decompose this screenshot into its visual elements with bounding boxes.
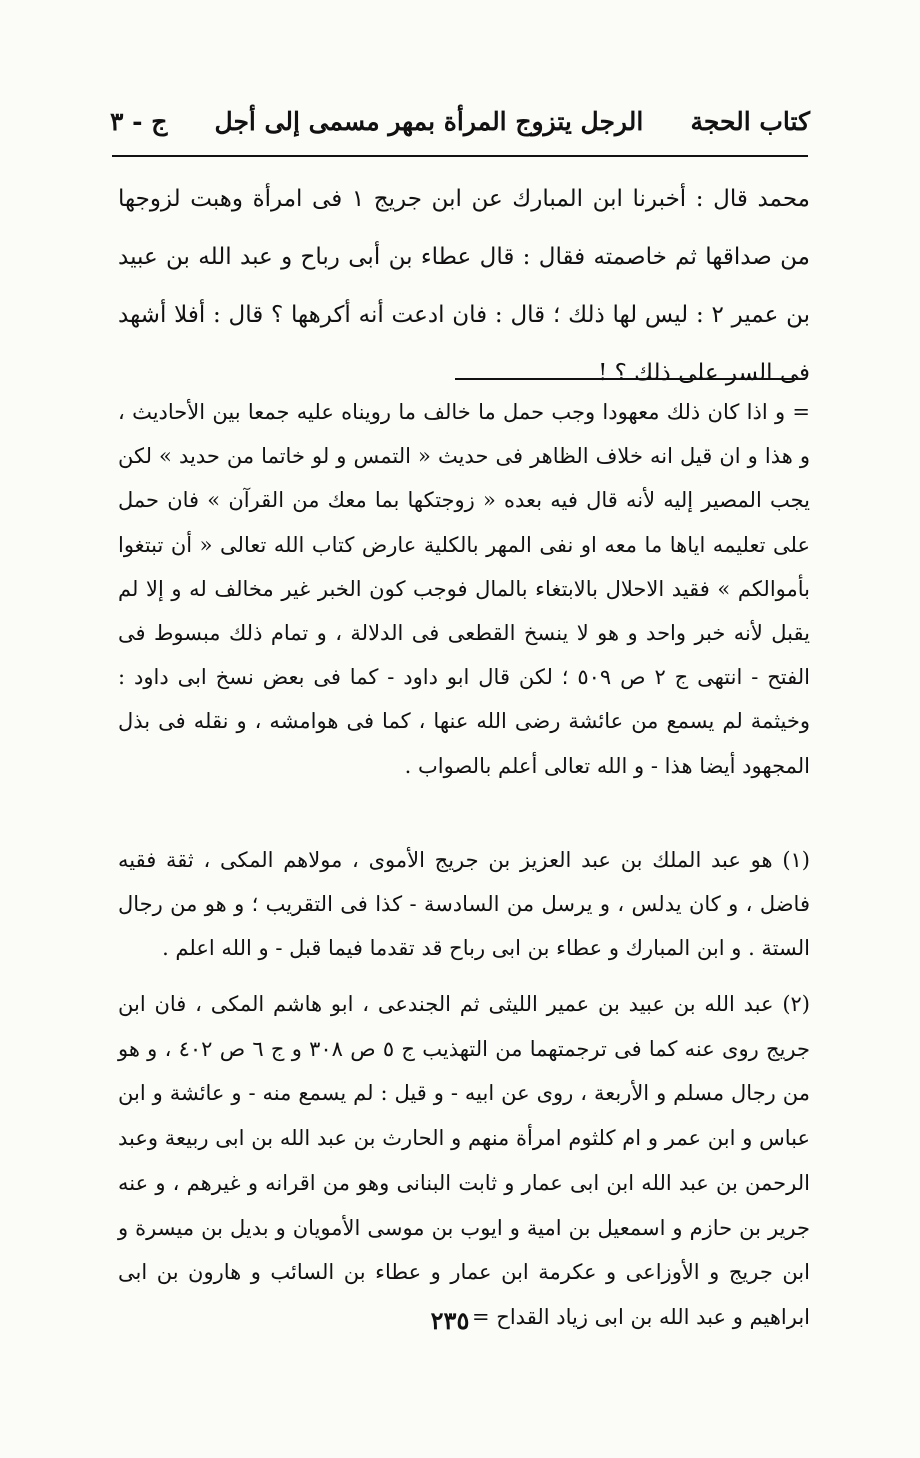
footnote-2: [118, 982, 810, 1340]
main-text: محمد قال : أخبرنا ابن المبارك عن ابن جريج ١ فى امرأة وهبت لزوجها من صداقها ثم خاصمته فقال : قال عطاء بن أبى رباح و عبد الله بن عبيد بن عمير ٢ : ليس لها ذلك ؛ قال : فان ادعت أنه أكرهها ؟ قال : أفلا أشهد فى السر على ذلك ؟ !: [118, 186, 810, 386]
main-text-block: [118, 170, 810, 402]
chapter-title: الرجل يتزوج المرأة بمهر مسمى إلى أجل: [214, 106, 644, 136]
running-header: [110, 96, 810, 146]
volume-label: ج - ٣: [110, 106, 168, 136]
footnote-1: [118, 838, 810, 970]
footnote-2-text: (٢) عبد الله بن عبيد بن عمير الليثى ثم الجندعى ، ابو هاشم المكى ، فان ابن جريج روى عنه كما فى ترجمتهما من التهذيب ج ٥ ص ٣٠٨ و ج ٦ ص ٤٠٢ ، و هو من رجال مسلم و الأربعة ، روى عن ابيه - و قيل : لم يسمع منه - و عائشة و ابن عباس و ابن عمر و ام كلثوم امرأة منهم و الحارث بن عبد الله بن ابى ربيعة وعبد الرحمن بن عبد الله ابن ابى عمار و ثابت البنانى وهو من اقرانه و غيرهم ، و عنه جرير بن حازم و اسمعيل بن امية و ايوب بن موسى الأمويان و بديل بن ميسرة و ابن جريج و الأوزاعى و عكرمة ابن عمار و عطاء بن السائب و هارون بن ابى ابراهيم و عبد الله بن ابى زياد القداح =: [118, 992, 810, 1329]
commentary-block: [118, 390, 810, 788]
header-rule: [112, 155, 808, 157]
footnote-separator: [455, 378, 805, 380]
commentary-text: = و اذا كان ذلك معهودا وجب حمل ما خالف ما رويناه عليه جمعا بين الأحاديث ، و هذا و ان قيل انه خلاف الظاهر فى حديث « التمس و لو خاتما من حديد » لكن يجب المصير إليه لأنه قال فيه بعده « زوجتكها بما معك من القرآن » فان حمل على تعليمه اياها ما معه او نفى المهر بالكلية عارض كتاب الله تعالى « أن تبتغوا بأموالكم » فقيد الاحلال بالابتغاء بالمال فوجب كون الخبر غير مخالف له و إلا لم يقبل لأنه خبر واحد و هو لا ينسخ القطعى فى الدلالة ، و تمام ذلك مبسوط فى الفتح - انتهى ج ٢ ص ٥٠٩ ؛ لكن قال ابو داود - كما فى بعض نسخ ابى داود : وخيثمة لم يسمع من عائشة رضى الله عنها ، كما فى هوامشه ، و نقله فى بذل المجهود أيضا هذا - و الله تعالى أعلم بالصواب .: [118, 400, 810, 778]
footnote-1-text: (١) هو عبد الملك بن عبد العزيز بن جريج الأموى ، مولاهم المكى ، ثقة فقيه فاضل ، و كان يدلس ، و يرسل من السادسة - كذا فى التقريب ؛ و هو من رجال الستة . و ابن المبارك و عطاء بن ابى رباح قد تقدما فيما قبل - و الله اعلم .: [118, 848, 810, 960]
page-number: ٢٣٥: [430, 1306, 470, 1335]
book-title: كتاب الحجة: [690, 106, 810, 136]
